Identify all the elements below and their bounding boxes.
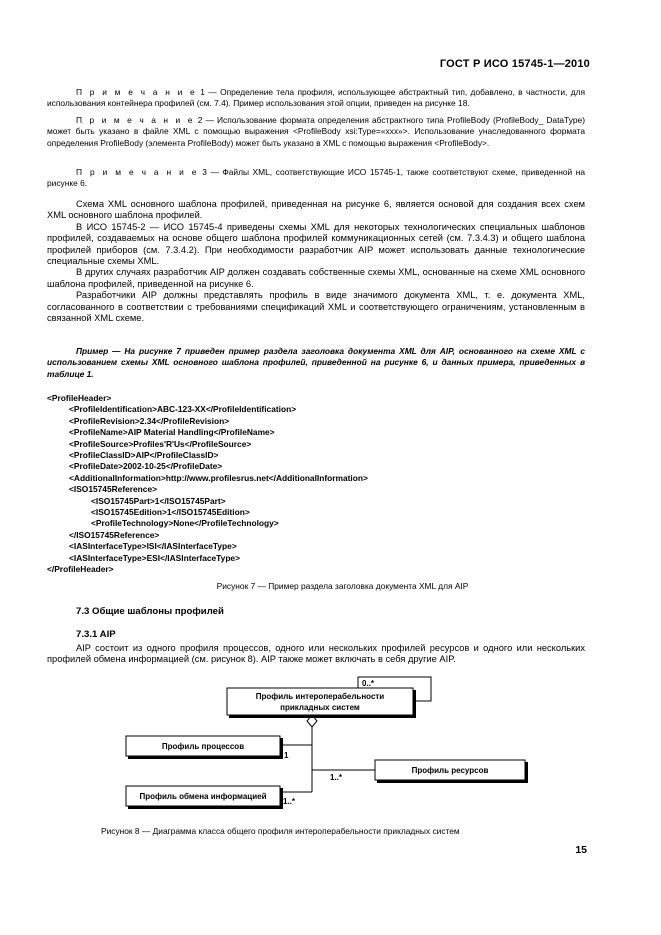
xml-line: <ProfileName>AIP Material Handling</ProfileName> <box>69 427 275 438</box>
resource-multiplicity: 1..* <box>330 773 343 782</box>
document-header: ГОСТ Р ИСО 15745-1—2010 <box>439 58 590 70</box>
resource-class-label: Профиль ресурсов <box>411 766 489 775</box>
section-heading-7-3-1: 7.3.1 AIP <box>76 629 116 640</box>
xml-line: <ProfileClassID>AIP</ProfileClassID> <box>69 450 219 461</box>
xml-line: <ProfileIdentification>ABC-123-XX</ProfileIdentification> <box>69 404 297 415</box>
page-number: 15 <box>575 844 587 856</box>
note-text: — Использование формата определения абстрактного типа ProfileBody (ProfileBody_ DataType) может быть указано в файле XML с помощью выражения <ProfileBody xsi:Type=«xxx»>. Использование унаследованного формата определения ProfileBody (элемента ProfileBody) может быть указано в XML с помощью выражения <ProfileBody>. <box>47 115 585 148</box>
xml-line: <ProfileRevision>2.34</ProfileRevision> <box>69 415 230 426</box>
xml-line: <ProfileTechnology>None</ProfileTechnology> <box>91 518 279 529</box>
note-label: П р и м е ч а н и е <box>76 87 197 97</box>
note-text: — Файлы XML, соответствующие ИСО 15745-1, также соответствуют схеме, приведенной на рисунке 6. <box>47 167 586 189</box>
xml-line: <ProfileDate>2002-10-25</ProfileDate> <box>69 461 223 472</box>
process-multiplicity: 1 <box>284 751 289 760</box>
xml-line: <ISO15745Reference> <box>69 484 157 495</box>
paragraph: В других случаях разработчик AIP должен создавать собственные схемы XML, основанные на схеме XML основного шаблона профилей, приведенной на рисунке 6. <box>47 267 585 289</box>
xml-line: <ISO15745Edition>1</ISO15745Edition> <box>91 507 250 518</box>
process-class-label: Профиль процессов <box>161 742 245 751</box>
note-text: — Определение тела профиля, использующее абстрактный тип, добавлено, в частности, для использования контейнера профилей (см. 7.4). Пример использования этой опции, приведен на рисунке 18. <box>47 87 586 109</box>
note-number: 1 <box>200 87 205 97</box>
xml-line: <ProfileSource>Profiles'R'Us</ProfileSource> <box>69 438 252 449</box>
note-number: 2 <box>197 115 203 125</box>
xml-line: </ProfileHeader> <box>47 564 114 575</box>
self-multiplicity: 0..* <box>362 679 375 688</box>
section-heading-7-3: 7.3 Общие шаблоны профилей <box>76 606 224 617</box>
xml-line: <IASInterfaceType>ESI</IASInterfaceType> <box>69 552 240 563</box>
xml-line: <AdditionalInformation>http://www.profilesrus.net</AdditionalInformation> <box>69 472 368 483</box>
note-label: П р и м е ч а н и е <box>76 167 199 177</box>
aip-class-label-line2: прикладных систем <box>280 703 360 712</box>
xml-line: <ISO15745Part>1</ISO15745Part> <box>91 495 226 506</box>
figure-8-caption: Рисунок 8 — Диаграмма класса общего профиля интероперабельности прикладных систем <box>101 826 460 836</box>
paragraph: Разработчики AIP должны представлять профиль в виде значимого документа XML, т. е. документа XML, согласованного в соответствии с требованиями спецификаций XML и соответствующего ограничениям, установленным в связанной XML схеме. <box>47 290 585 324</box>
exchange-multiplicity: 1..* <box>283 797 296 806</box>
figure-7-caption: Рисунок 7 — Пример раздела заголовка документа XML для AIP <box>216 581 469 591</box>
paragraph: Схема XML основного шаблона профилей, приведенная на рисунке 6, является основой для создания всех схем XML основного шаблона профилей. <box>47 199 585 221</box>
paragraph: В ИСО 15745-2 — ИСО 15745-4 приведены схемы XML для некоторых технологических специальных шаблонов профилей, создаваемых на основе общего шаблона профилей коммуникационных сетей (см. 7.3.4.3) и общего шаблона профилей приборов (см. 7.3.4.2). При необходимости разработчик AIP может использовать данные технологические специальные схемы XML. <box>47 221 585 267</box>
xml-line: <IASInterfaceType>ISI</IASInterfaceType> <box>69 541 237 552</box>
note-number: 3 <box>202 167 207 177</box>
exchange-class-label: Профиль обмена информацией <box>139 792 267 801</box>
xml-line: </ISO15745Reference> <box>69 529 160 540</box>
example-text: Пример — На рисунке 7 приведен пример раздела заголовка документа XML для AIP, основанного на схеме XML с использованием схемы XML основного шаблона профилей, приведенной на рисунке 6, и данных примера, приведенных в таблице 1. <box>47 346 585 379</box>
aip-class-label-line1: Профиль интероперабельности <box>255 692 385 701</box>
paragraph: AIP состоит из одного профиля процессов, одного или нескольких профилей ресурсов и одного или нескольких профилей обмена информацией (см. рисунок 8). AIP также может включать в себя другие AIP. <box>47 643 585 665</box>
note-label: П р и м е ч а н и е <box>76 115 195 125</box>
xml-line: <ProfileHeader> <box>47 393 112 403</box>
